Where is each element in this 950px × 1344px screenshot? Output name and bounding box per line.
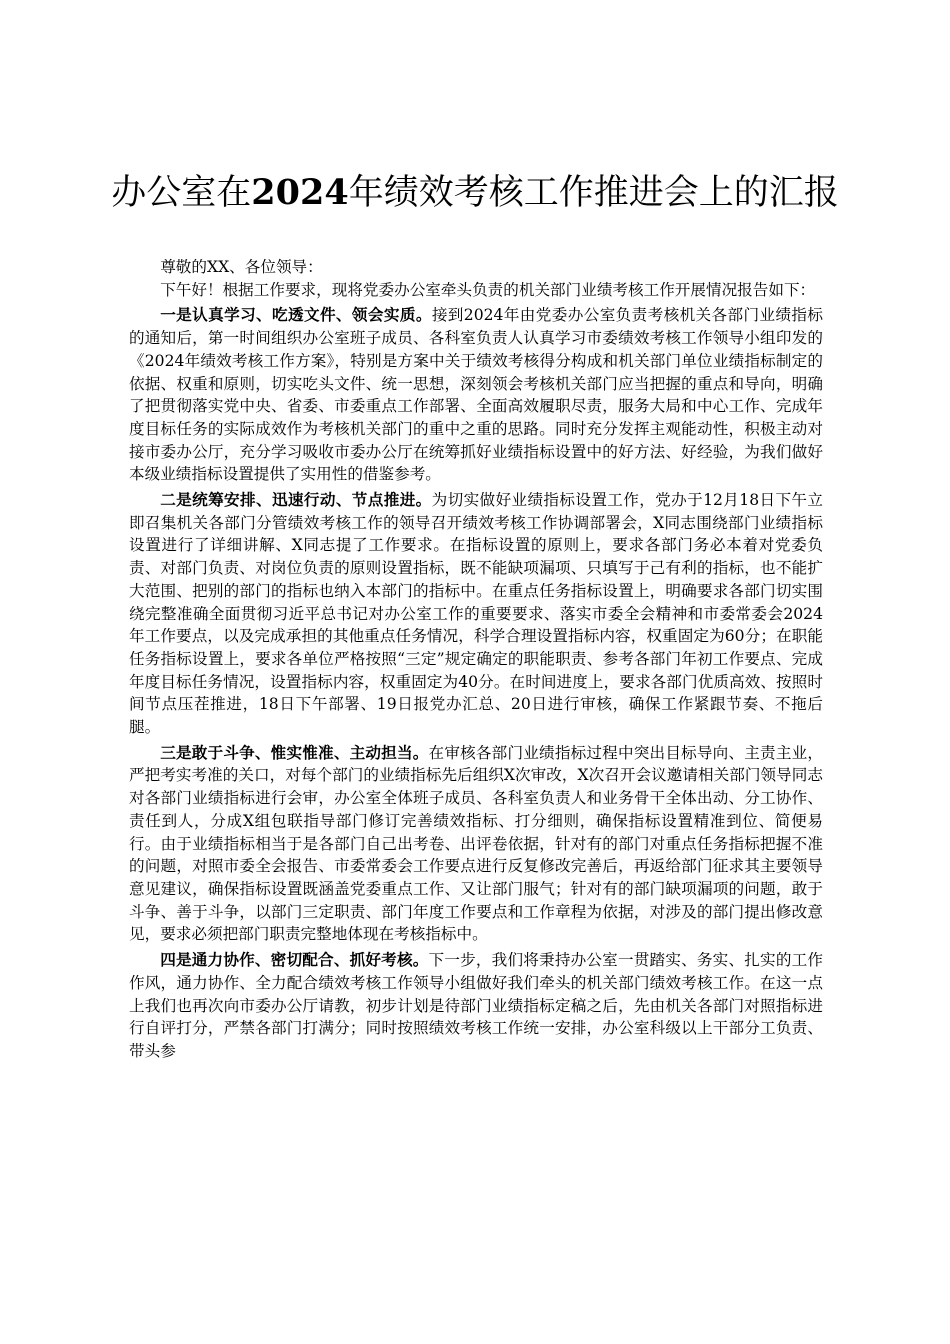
section-3-text: 在审核各部门业绩指标过程中突出目标导向、主责主业，严把考实考准的关口，对每个部门的业绩指标先后组织X次审改，X次召开会议邀请相关部门领导同志对各部门业绩指标进行会审，办公室全体班子成员、各科室负责人和业务骨干全体出动、分工协作、责任到人，分成X组包联指导部门修订完善绩效指标、打分细则，确保指标设置精准到位、简便易行。由于业绩指标相当于是各部门自己出考卷、出评卷依据，针对有的部门对重点任务指标把握不准的问题，对照市委全会报告、市委常委会工作要点进行反复修改完善后，再返给部门征求其主要领导意见建议，确保指标设置既涵盖党委重点工作、又让部门服气；针对有的部门缺项漏项的问题，敢于斗争、善于斗争，以部门三定职责、部门年度工作要点和工作章程为依据，对涉及的部门提出修改意见，要求必须把部门职责完整地体现在考核指标中。 bbox=[129, 743, 823, 944]
section-4-text: 下一步，我们将秉持办公室一贯踏实、务实、扎实的工作作风，通力协作、全力配合绩效考核工作领导小组做好我们牵头的机关部门绩效考核工作。在这一点上我们也再次向市委办公厅请教，初步计划是待部门业绩指标定稿之后，先由机关各部门对照指标进行自评打分，严禁各部门打满分；同时按照绩效考核工作统一安排，办公室科级以上干部分工负责、带头参 bbox=[129, 951, 823, 1060]
section-4-heading: 四是通力协作、密切配合、抓好考核。 bbox=[160, 950, 429, 970]
document-title bbox=[110, 168, 840, 218]
section-3 bbox=[129, 742, 823, 946]
salutation: 尊敬的XX、各位领导： bbox=[160, 258, 323, 276]
section-4 bbox=[129, 949, 823, 1063]
intro-paragraph: 下午好！根据工作要求，现将党委办公室牵头负责的机关部门业绩考核工作开展情况报告如下： bbox=[160, 280, 816, 299]
section-1-text: 接到2024年由党委办公室负责考核机关各部门业绩指标的通知后，第一时间组织办公室班子成员、各科室负责人认真学习市委绩效考核工作领导小组印发的《2024年绩效考核工作方案》，特别是方案中关于绩效考核得分构成和机关部门单位业绩指标制定的依据、权重和原则，切实吃头文件、统一思想，深刻领会考核机关部门应当把握的重点和导向，明确了把贯彻落实党中央、省委、市委重点工作部署、全面高效履职尽责，服务大局和中心工作、完成年度目标任务的实际成效作为考核机关部门的重中之重的思路。同时充分发挥主观能动性，积极主动对接市委办公厅，充分学习吸收市委办公厅在统筹抓好业绩指标设置中的好方法、好经验，为我们做好本级业绩指标设置提供了实用性的借鉴参考。 bbox=[129, 306, 823, 484]
section-3-heading: 三是敢于斗争、惟实惟准、主动担当。 bbox=[160, 742, 429, 762]
document-body bbox=[129, 256, 823, 1063]
title-prefix: 办公室在 bbox=[111, 173, 252, 213]
section-2-text: 为切实做好业绩指标设置工作，党办于12月18日下午立即召集机关各部门分管绩效考核工作的领导召开绩效考核工作协调部署会，X同志围绕部门业绩指标设置进行了详细讲解、X同志提了工作要求。在指标设置的原则上，要求各部门务必本着对党委负责、对部门负责、对岗位负责的原则设置指标，既不能缺项漏项、只填写于己有利的指标，也不能扩大范围、把别的部门的指标也纳入本部门的指标中。在重点任务指标设置上，明确要求各部门切实围绕完整准确全面贯彻习近平总书记对办公室工作的重要要求、落实市委全会精神和市委常委会2024年工作要点，以及完成承担的其他重点任务情况，科学合理设置指标内容，权重固定为60分；在职能任务指标设置上，要求各单位严格按照“三定”规定确定的职能职责、参考各部门年初工作要点、完成年度目标任务情况，设置指标内容，权重固定为40分。在时间进度上，要求各部门优质高效、按照时间节点压茬推进，18日下午部署、19日报党办汇总、20日进行审核，确保工作紧跟节奏、不拖后腿。 bbox=[129, 491, 823, 737]
title-suffix: 年绩效考核工作推进会上的汇报 bbox=[348, 173, 839, 213]
section-2-heading: 二是统筹安排、迅速行动、节点推进。 bbox=[160, 490, 432, 510]
section-1-heading: 一是认真学习、吃透文件、领会实质。 bbox=[160, 305, 432, 325]
section-2 bbox=[129, 489, 823, 739]
section-1 bbox=[129, 304, 823, 486]
title-year: 2024 bbox=[251, 172, 349, 213]
